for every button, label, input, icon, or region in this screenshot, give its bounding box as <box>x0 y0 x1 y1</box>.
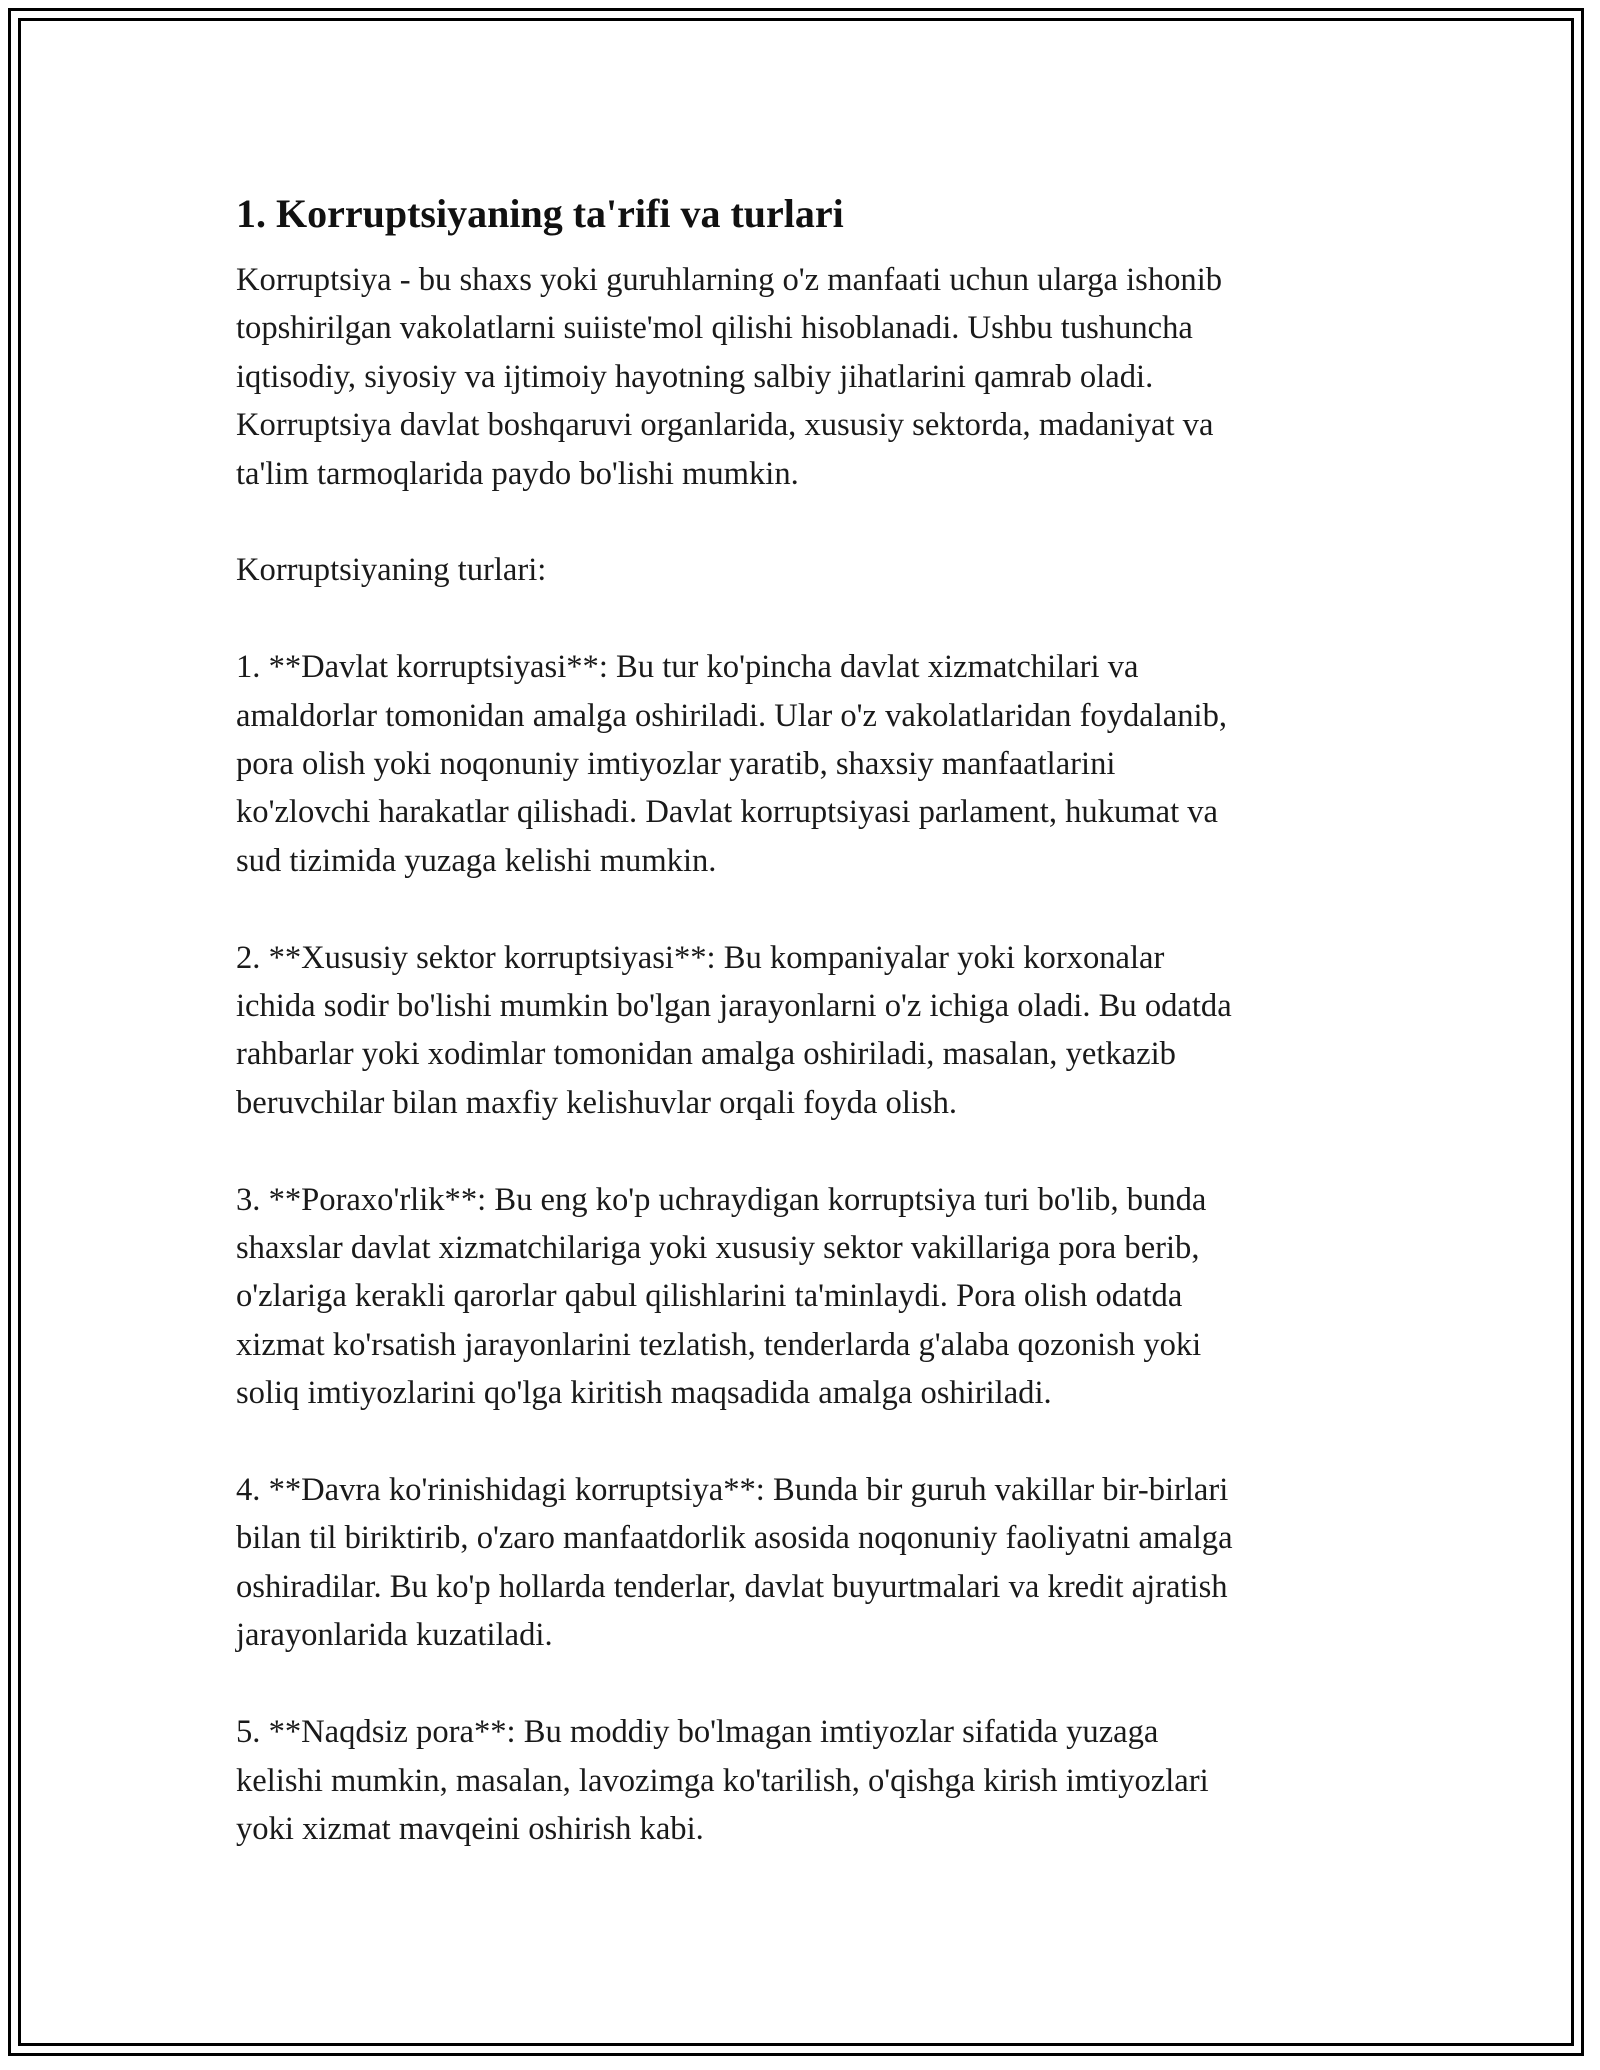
document-body <box>236 186 1366 1902</box>
text-line: rahbarlar yoki xodimlar tomonidan amalga oshiriladi, masalan, yetkazib <box>236 1036 1176 1073</box>
text-line: shaxslar davlat xizmatchilariga yoki xususiy sektor vakillariga pora berib, <box>236 1230 1200 1267</box>
text-line: amaldorlar tomonidan amalga oshiriladi. Ular o'z vakolatlaridan foydalanib, <box>236 697 1228 734</box>
text-line: 5. **Naqdsiz pora**: Bu moddiy bo'lmagan imtiyozlar sifatida yuzaga <box>236 1714 1159 1751</box>
paragraph-types-heading <box>236 546 1366 594</box>
text-line: pora olish yoki noqonuniy imtiyozlar yaratib, shaxsiy manfaatlarini <box>236 746 1116 783</box>
text-line: Korruptsiya davlat boshqaruvi organlarida, xususiy sektorda, madaniyat va <box>236 407 1214 444</box>
text-line: beruvchilar bilan maxfiy kelishuvlar orqali foyda olish. <box>236 1084 958 1121</box>
paragraph-definition <box>236 256 1366 498</box>
text-line: yoki xizmat mavqeini oshirish kabi. <box>236 1810 704 1847</box>
list-item-3 <box>236 1176 1366 1418</box>
text-line: Korruptsiyaning turlari: <box>236 552 547 589</box>
text-line: o'zlariga kerakli qarorlar qabul qilishlarini ta'minlaydi. Pora olish odatda <box>236 1278 1183 1315</box>
list-item-5 <box>236 1708 1366 1853</box>
section-title: 1. Korruptsiyaning ta'rifi va turlari <box>236 191 844 236</box>
text-line: xizmat ko'rsatish jarayonlarini tezlatish, tenderlarda g'alaba qozonish yoki <box>236 1326 1202 1363</box>
text-line: Korruptsiya - bu shaxs yoki guruhlarning o'z manfaati uchun ularga ishonib <box>236 262 1223 298</box>
text-line: oshiradilar. Bu ko'p hollarda tenderlar, davlat buyurtmalari va kredit ajratish <box>236 1568 1228 1605</box>
text-line: ko'zlovchi harakatlar qilishadi. Davlat korruptsiyasi parlament, hukumat va <box>236 794 1219 831</box>
text-line: bilan til biriktirib, o'zaro manfaatdorlik asosida noqonuniy faoliyatni amalga <box>236 1520 1233 1557</box>
text-line: kelishi mumkin, masalan, lavozimga ko'tarilish, o'qishga kirish imtiyozlari <box>236 1762 1209 1799</box>
text-line: ichida sodir bo'lishi mumkin bo'lgan jarayonlarni o'z ichiga oladi. Bu odatda <box>236 988 1232 1025</box>
list-item-1 <box>236 643 1366 885</box>
text-line: 1. **Davlat korruptsiyasi**: Bu tur ko'pincha davlat xizmatchilari va <box>236 649 1139 686</box>
text-line: jarayonlarida kuzatiladi. <box>236 1617 553 1654</box>
text-line: 4. **Davra ko'rinishidagi korruptsiya**: Bunda bir guruh vakillar bir-birlari <box>236 1472 1229 1509</box>
text-line: ta'lim tarmoqlarida paydo bo'lishi mumkin. <box>236 455 799 492</box>
text-line: soliq imtiyozlarini qo'lga kiritish maqsadida amalga oshiriladi. <box>236 1375 1052 1412</box>
list-item-2 <box>236 934 1366 1128</box>
text-line: 2. **Xususiy sektor korruptsiyasi**: Bu kompaniyalar yoki korxonalar <box>236 939 1165 976</box>
text-line: sud tizimida yuzaga kelishi mumkin. <box>236 842 717 879</box>
text-line: 3. **Poraxo'rlik**: Bu eng ko'p uchraydigan korruptsiya turi bo'lib, bunda <box>236 1181 1207 1218</box>
text-line: iqtisodiy, siyosiy va ijtimoiy hayotning salbiy jihatlarini qamrab oladi. <box>236 358 1154 395</box>
text-line: topshirilgan vakolatlarni suiiste'mol qilishi hisoblanadi. Ushbu tushuncha <box>236 310 1193 347</box>
list-item-4 <box>236 1466 1366 1660</box>
